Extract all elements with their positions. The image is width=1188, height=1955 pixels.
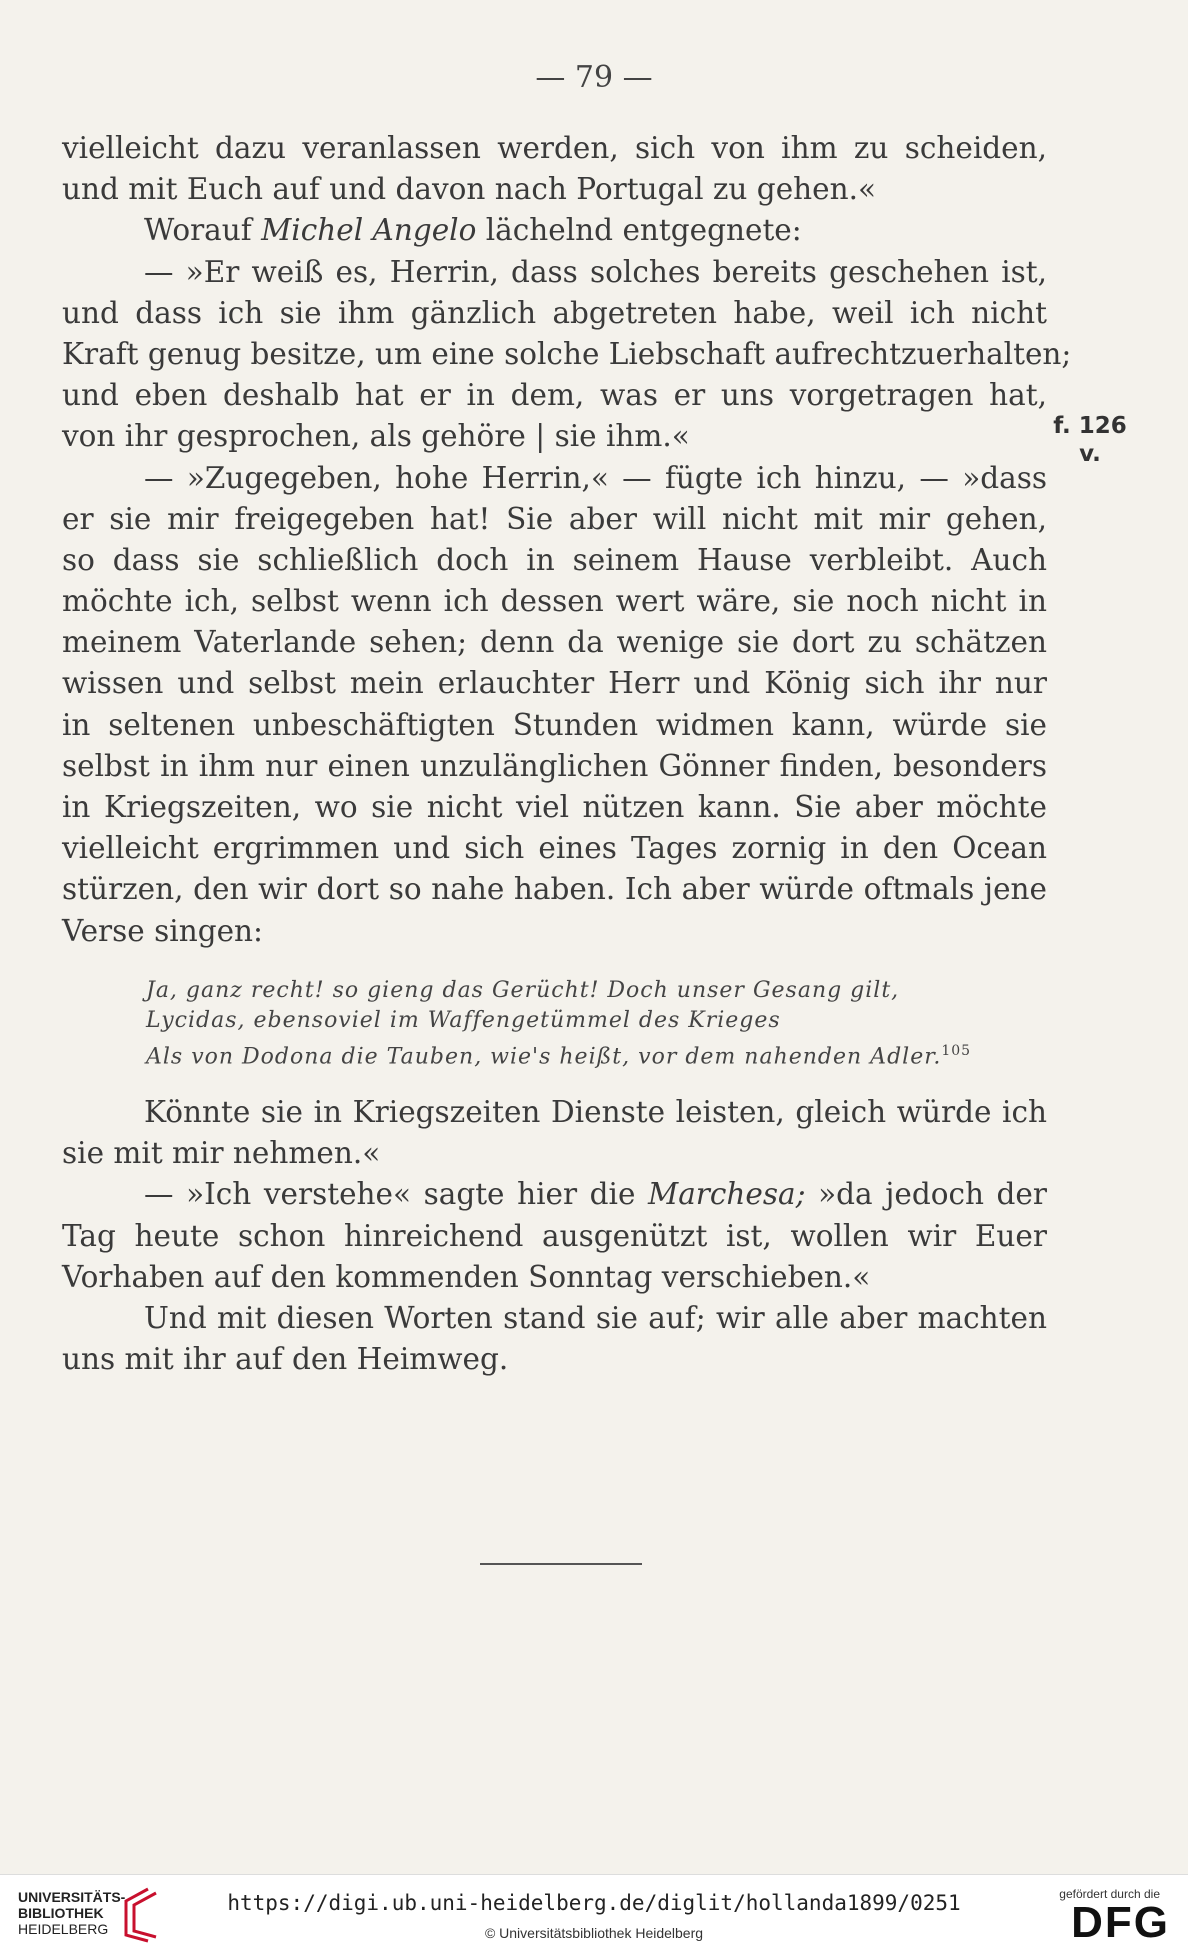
- footnote-ref: 105: [941, 1043, 972, 1059]
- library-name-line: UNIVERSITÄTS-: [18, 1889, 126, 1905]
- text-line: und eben deshalb hat er in dem, was er uns vorgetragen hat,: [62, 378, 1047, 413]
- text-line: Vorhaben auf den kommenden Sonntag verschieben.«: [62, 1259, 871, 1294]
- text-line: wissen und selbst mein erlauchter Herr und König sich ihr nur: [62, 666, 1047, 701]
- text-line: uns mit ihr auf den Heimweg.: [62, 1342, 509, 1377]
- text-line: vielleicht ergrimmen und sich eines Tages zornig in den Ocean: [62, 831, 1047, 866]
- library-name-line: BIBLIOTHEK: [18, 1905, 104, 1921]
- name-michel-angelo: Michel Angelo: [261, 213, 477, 248]
- text-line: und dass ich sie ihm gänzlich abgetreten habe, weil ich nicht: [62, 295, 1047, 330]
- text-line: Verse singen:: [62, 913, 263, 948]
- text-span: lächelnd entgegnete:: [485, 213, 802, 248]
- text-line: von ihr gesprochen, als gehöre | sie ihm.«: [62, 419, 690, 454]
- text-line: vielleicht dazu veranlassen werden, sich von ihm zu scheiden,: [62, 131, 1047, 165]
- text-line: selbst in ihm nur einen unzulänglichen Gönner finden, besonders: [62, 748, 1047, 783]
- text-line: Könnte sie in Kriegszeiten Dienste leisten, gleich würde ich: [144, 1095, 1047, 1129]
- text-line: möchte ich, selbst wenn ich dessen wert wäre, sie noch nicht in: [62, 584, 1047, 619]
- text-line: [62, 210, 1047, 251]
- body-text: [62, 128, 1072, 952]
- page-number: — 79 —: [535, 60, 653, 95]
- folio-margin-note: [1050, 412, 1130, 468]
- verse-line: Lycidas, ebensoviel im Waffengetümmel des Krieges: [146, 1008, 781, 1033]
- text-line: und mit Euch auf und davon nach Portugal zu gehen.«: [62, 172, 877, 207]
- verse-line: [146, 1036, 1026, 1070]
- verse-line: Ja, ganz recht! so gieng das Gerücht! Doch unser Gesang gilt,: [146, 978, 900, 1003]
- text-line: er sie mir freigegeben hat! Sie aber will nicht mit mir gehen,: [62, 501, 1047, 536]
- end-rule: [480, 1563, 642, 1565]
- library-name-line: HEIDELBERG: [18, 1921, 109, 1937]
- text-line: sie mit mir nehmen.«: [62, 1136, 381, 1171]
- body-text-continued: [62, 1092, 1047, 1380]
- permalink-url[interactable]: https://digi.ub.uni-heidelberg.de/diglit/hollanda1899/0251: [227, 1891, 961, 1915]
- folio-number: f. 126: [1053, 413, 1127, 439]
- text-span: — »Ich verstehe« sagte hier die: [144, 1177, 636, 1212]
- text-line: in Kriegszeiten, wo sie nicht viel nützen kann. Sie aber möchte: [62, 790, 1047, 824]
- funded-by-text: gefördert durch die: [1059, 1887, 1160, 1901]
- folio-side: v.: [1079, 441, 1101, 467]
- verse-quote: [146, 976, 1026, 1070]
- dfg-logo[interactable]: DFG: [1071, 1898, 1170, 1947]
- text-line: — »Zugegeben, hohe Herrin,« — fügte ich hinzu, — »dass: [144, 460, 1047, 495]
- verse-text: Als von Dodona die Tauben, wie's heißt, vor dem nahenden Adler.: [146, 1044, 942, 1070]
- copyright-text: © Universitätsbibliothek Heidelberg: [484, 1925, 704, 1941]
- footer-bar: [0, 1874, 1188, 1955]
- text-line: meinem Vaterlande sehen; denn da wenige sie dort zu schätzen: [62, 625, 1047, 660]
- text-line: [62, 1174, 1047, 1215]
- text-span: »da jedoch der: [818, 1177, 1047, 1212]
- text-line: in seltenen unbeschäftigten Stunden widmen kann, würde sie: [62, 707, 1047, 742]
- name-marchesa: Marchesa;: [648, 1177, 806, 1212]
- text-line: — »Er weiß es, Herrin, dass solches bereits geschehen ist,: [144, 254, 1047, 289]
- text-line: stürzen, den wir dort so nahe haben. Ich aber würde oftmals jene: [62, 872, 1047, 907]
- text-line: Kraft genug besitze, um eine solche Liebschaft aufrechtzuerhalten;: [62, 336, 1072, 371]
- text-span: Worauf: [144, 213, 252, 248]
- text-line: so dass sie schließlich doch in seinem Hause verbleibt. Auch: [62, 542, 1047, 577]
- text-line: Tag heute schon hinreichend ausgenützt ist, wollen wir Euer: [62, 1218, 1047, 1253]
- text-line: Und mit diesen Worten stand sie auf; wir alle aber machten: [144, 1300, 1047, 1335]
